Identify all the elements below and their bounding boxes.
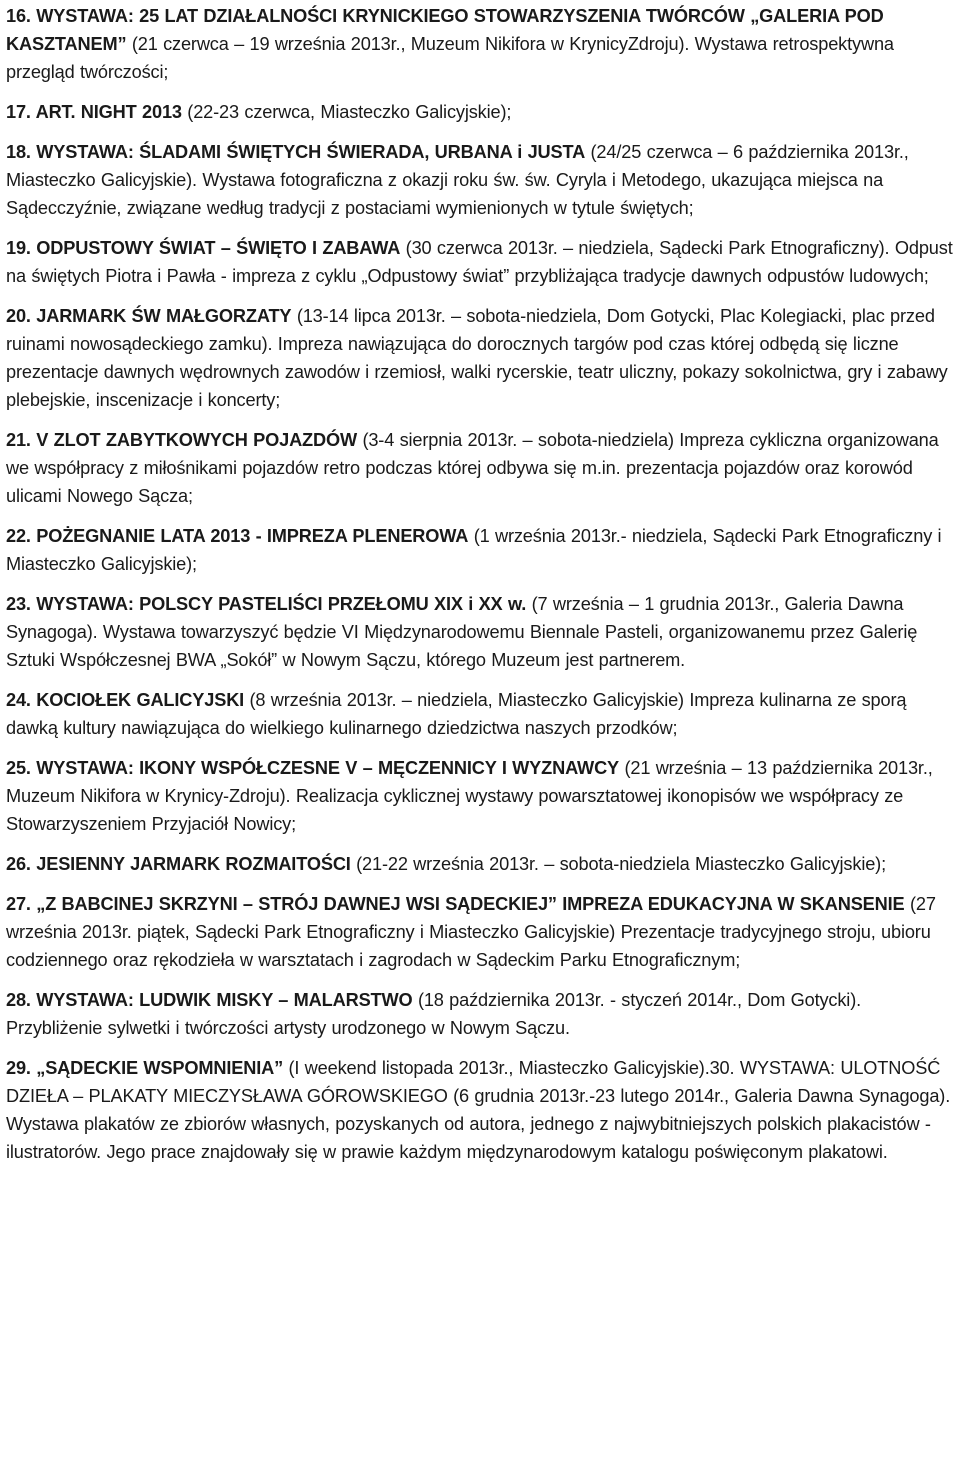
event-title: POŻEGNANIE LATA 2013 - IMPREZA PLENEROWA	[36, 526, 469, 546]
event-entry-22	[6, 522, 956, 578]
event-title: ODPUSTOWY ŚWIAT – ŚWIĘTO I ZABAWA	[36, 238, 401, 258]
event-number: 25.	[6, 758, 31, 778]
event-description: (3-4 sierpnia 2013r. – sobota-niedziela) Impreza cykliczna organizowana we współpracy z miłośnikami pojazdów retro podczas której odbywa się m.in. prezentacja pojazdów oraz korowód ulicami Nowego Sącza;	[6, 430, 939, 506]
event-title: „SĄDECKIE WSPOMNIENIA”	[36, 1058, 284, 1078]
event-heading-23	[6, 594, 526, 614]
event-number: 22.	[6, 526, 31, 546]
event-entry-26	[6, 850, 956, 878]
event-heading-28	[6, 990, 413, 1010]
event-title: ART. NIGHT 2013	[35, 102, 182, 122]
event-description: (24/25 czerwca – 6 października 2013r., Miasteczko Galicyjskie). Wystawa fotograficzna z okazji roku św. św. Cyryla i Metodego, ukazująca miejsca na Sądecczyźnie, związane według tradycji z postaciami wymienionych w tytule świętych;	[6, 142, 909, 218]
event-heading-26	[6, 854, 351, 874]
event-entry-29	[6, 1054, 956, 1166]
event-number: 21.	[6, 430, 31, 450]
event-number: 23.	[6, 594, 31, 614]
event-description: (7 września – 1 grudnia 2013r., Galeria Dawna Synagoga). Wystawa towarzyszyć będzie VI Międzynarodowemu Biennale Pasteli, organizowanemu przez Galerię Sztuki Współczesnej BWA „Sokół” w Nowym Sączu, którego Muzeum jest partnerem.	[6, 594, 918, 670]
event-description: (I weekend listopada 2013r., Miasteczko Galicyjskie).30. WYSTAWA: ULOTNOŚĆ DZIEŁA – PLAKATY MIECZYSŁAWA GÓROWSKIEGO (6 grudnia 2013r.-23 lutego 2014r., Galeria Dawna Synagoga). Wystawa plakatów ze zbiorów własnych, pozyskanych od autora, jednego z najwybitniejszych polskich plakacistów - ilustratorów. Jego prace znajdowały się w prawie każdym międzynarodowym katalogu poświęconym plakatowi.	[6, 1058, 951, 1162]
event-heading-21	[6, 430, 357, 450]
event-description: (13-14 lipca 2013r. – sobota-niedziela, Dom Gotycki, Plac Kolegiacki, plac przed ruinami nowosądeckiego zamku). Impreza nawiązująca do dorocznych targów pod czas której odbędą się liczne prezentacje dawnych wędrownych zawodów i rzemiosł, walki rycerskie, teatr uliczny, pokazy sokolnictwa, gry i zabawy plebejskie, inscenizacje i koncerty;	[6, 306, 948, 410]
event-description: (8 września 2013r. – niedziela, Miasteczko Galicyjskie) Impreza kulinarna ze sporą dawką kultury nawiązująca do wielkiego kulinarnego dziedzictwa naszych przodków;	[6, 690, 907, 738]
event-description: (22-23 czerwca, Miasteczko Galicyjskie);	[187, 102, 512, 122]
event-title: V ZLOT ZABYTKOWYCH POJAZDÓW	[36, 430, 358, 450]
event-entry-18	[6, 138, 956, 222]
event-entry-19	[6, 234, 956, 290]
event-number: 26.	[6, 854, 31, 874]
event-number: 28.	[6, 990, 31, 1010]
event-heading-18	[6, 142, 585, 162]
event-entry-16	[6, 2, 956, 86]
event-number: 29.	[6, 1058, 31, 1078]
event-number: 24.	[6, 690, 31, 710]
event-entry-25	[6, 754, 956, 838]
event-description: (1 września 2013r.- niedziela, Sądecki Park Etnograficzny i Miasteczko Galicyjskie);	[6, 526, 942, 574]
event-number: 20.	[6, 306, 31, 326]
event-entry-28	[6, 986, 956, 1042]
event-title: JESIENNY JARMARK ROZMAITOŚCI	[36, 854, 351, 874]
event-heading-29	[6, 1058, 283, 1078]
event-title: WYSTAWA: 25 LAT DZIAŁALNOŚCI KRYNICKIEGO STOWARZYSZENIA TWÓRCÓW „GALERIA POD KASZTANEM”	[6, 6, 884, 54]
event-description: (30 czerwca 2013r. – niedziela, Sądecki Park Etnograficzny). Odpust na świętych Piotra i Pawła - impreza z cyklu „Odpustowy świat” przybliżająca tradycje dawnych odpustów ludowych;	[6, 238, 953, 286]
event-number: 17.	[6, 102, 31, 122]
event-entry-20	[6, 302, 956, 414]
event-heading-17	[6, 102, 182, 122]
event-entry-17	[6, 98, 956, 126]
event-entry-23	[6, 590, 956, 674]
event-number: 27.	[6, 894, 31, 914]
event-entry-27	[6, 890, 956, 974]
event-title: WYSTAWA: ŚLADAMI ŚWIĘTYCH ŚWIERADA, URBANA i JUSTA	[36, 142, 586, 162]
event-heading-24	[6, 690, 244, 710]
event-number: 19.	[6, 238, 31, 258]
event-title: KOCIOŁEK GALICYJSKI	[36, 690, 245, 710]
event-entry-24	[6, 686, 956, 742]
event-title: WYSTAWA: IKONY WSPÓŁCZESNE V – MĘCZENNICY I WYZNAWCY	[36, 758, 620, 778]
event-title: WYSTAWA: POLSCY PASTELIŚCI PRZEŁOMU XIX i XX w.	[36, 594, 527, 614]
event-description: (21 czerwca – 19 września 2013r., Muzeum Nikifora w KrynicyZdroju). Wystawa retrospektywna przegląd twórczości;	[6, 34, 894, 82]
event-number: 16.	[6, 6, 31, 26]
event-title: JARMARK ŚW MAŁGORZATY	[36, 306, 292, 326]
event-heading-27	[6, 894, 905, 914]
event-heading-22	[6, 526, 468, 546]
event-description: (27 września 2013r. piątek, Sądecki Park Etnograficzny i Miasteczko Galicyjskie) Prezentacje tradycyjnego stroju, ubioru codziennego oraz rękodzieła w warsztatach i zagrodach w Sądeckim Parku Etnograficznym;	[6, 894, 936, 970]
event-heading-25	[6, 758, 619, 778]
event-description: (21-22 września 2013r. – sobota-niedziela Miasteczko Galicyjskie);	[356, 854, 886, 874]
event-title: „Z BABCINEJ SKRZYNI – STRÓJ DAWNEJ WSI SĄDECKIEJ” IMPREZA EDUKACYJNA W SKANSENIE	[36, 894, 905, 914]
event-entry-21	[6, 426, 956, 510]
event-description: (21 września – 13 października 2013r., Muzeum Nikifora w Krynicy-Zdroju). Realizacja cyklicznej wystawy powarsztatowej ikonopisów we współpracy ze Stowarzyszeniem Przyjaciół Nowicy;	[6, 758, 933, 834]
event-number: 18.	[6, 142, 31, 162]
event-title: WYSTAWA: LUDWIK MISKY – MALARSTWO	[36, 990, 413, 1010]
event-heading-20	[6, 306, 291, 326]
document-page	[6, 2, 956, 1178]
event-heading-19	[6, 238, 400, 258]
event-description: (18 października 2013r. - styczeń 2014r., Dom Gotycki). Przybliżenie sylwetki i twórczości artysty urodzonego w Nowym Sączu.	[6, 990, 862, 1038]
